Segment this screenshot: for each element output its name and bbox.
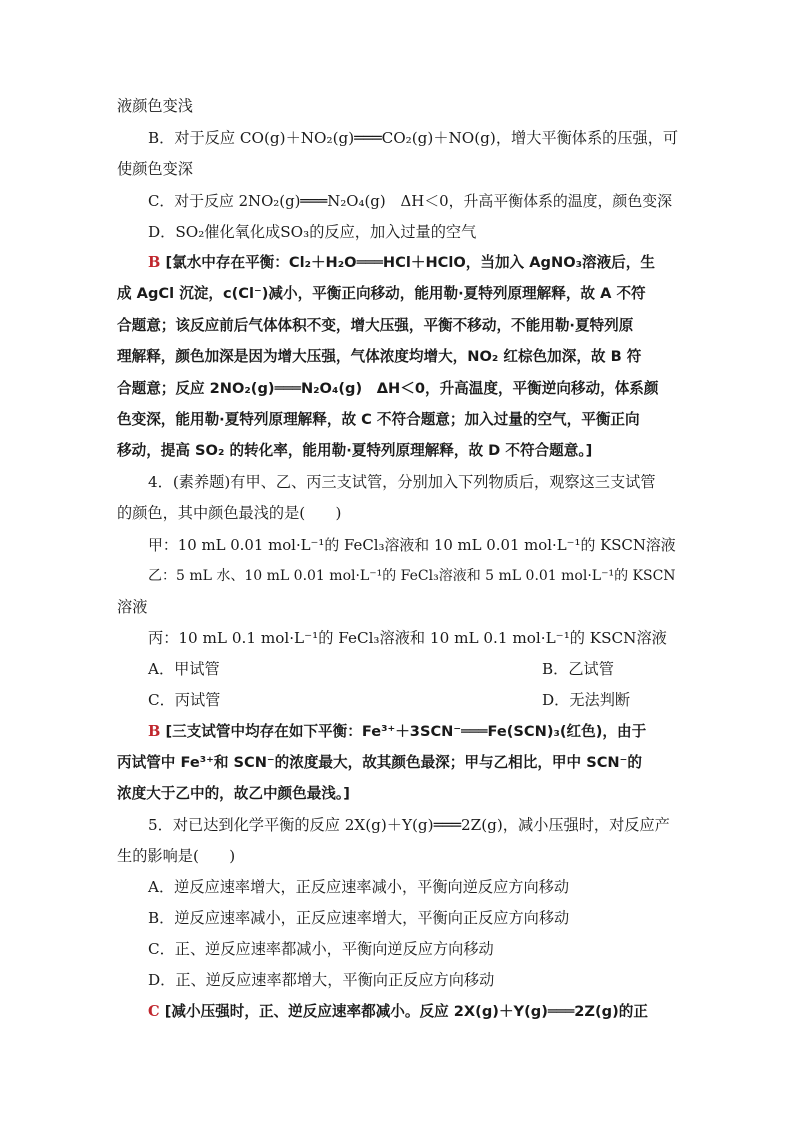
answer-letter-q3: B [148,254,161,271]
question-5-stem: 5．对已达到化学平衡的反应 2X(g)＋Y(g)═══2Z(g)，减小压强时，对反应产 [148,816,670,834]
explanation-line: 成 AgCl 沉淀，c(Cl⁻)减小，平衡正向移动，能用勒·夏特列原理解释，故 A 不符 [117,285,646,302]
text-line: 使颜色变深 [117,160,193,178]
answer-letter-q5: C [148,1003,160,1020]
question-4-stem: 的颜色，其中颜色最浅的是( ) [117,504,342,522]
option-d: D．SO₂催化氧化成SO₃的反应，加入过量的空气 [148,223,477,241]
explanation-line: 丙试管中 Fe³⁺和 SCN⁻的浓度最大，故其颜色最深；甲与乙相比，甲中 SCN⁻的 [117,754,642,771]
text-line: 液颜色变浅 [117,97,193,115]
explanation-line: 色变深，能用勒·夏特列原理解释，故 C 不符合题意；加入过量的空气，平衡正向 [117,411,640,428]
tube-yi: 溶液 [117,598,148,616]
q4-options-row-1 [148,657,678,681]
explanation-line: 理解释，颜色加深是因为增大压强，气体浓度均增大，NO₂ 红棕色加深，故 B 符 [117,348,642,365]
q4-option-a: A．甲试管 [148,660,220,678]
answer-explanation-q3 [148,251,678,275]
option-c: C．对于反应 2NO₂(g)═══N₂O₄(g) ΔH＜0，升高平衡体系的温度，颜色变深 [148,192,672,210]
q4-option-d: D．无法判断 [542,691,631,709]
question-4-stem: 4．(素养题)有甲、乙、丙三支试管，分别加入下列物质后，观察这三支试管 [148,473,656,491]
question-5-stem: 生的影响是( ) [117,847,236,865]
q5-option-a: A．逆反应速率增大，正反应速率减小，平衡向逆反应方向移动 [148,878,570,896]
answer-explanation-q5 [148,1000,678,1024]
q5-option-c: C．正、逆反应速率都减小，平衡向逆反应方向移动 [148,940,494,958]
q5-option-d: D．正、逆反应速率都增大，平衡向正反应方向移动 [148,971,495,989]
q4-option-c: C．丙试管 [148,691,221,709]
q5-option-b: B．逆反应速率减小，正反应速率增大，平衡向正反应方向移动 [148,909,570,927]
explanation-line: 合题意；该反应前后气体体积不变，增大压强，平衡不移动，不能用勒·夏特列原 [117,317,634,334]
explanation-text: [三支试管中均存在如下平衡：Fe³⁺＋3SCN⁻═══Fe(SCN)₃(红色)，由于 [165,723,647,740]
explanation-text: [减小压强时，正、逆反应速率都减小。反应 2X(g)＋Y(g)═══2Z(g)的正 [164,1003,648,1020]
q4-option-b: B．乙试管 [542,660,614,678]
tube-bing: 丙：10 mL 0.1 mol·L⁻¹的 FeCl₃溶液和 10 mL 0.1 mol·L⁻¹的 KSCN溶液 [148,629,667,647]
q4-options-row-2 [148,688,678,712]
explanation-line: 合题意；反应 2NO₂(g)═══N₂O₄(g) ΔH＜0，升高温度，平衡逆向移动，体系颜 [117,380,659,397]
explanation-line: 移动，提高 SO₂ 的转化率，能用勒·夏特列原理解释，故 D 不符合题意。] [117,442,593,459]
tube-jia: 甲：10 mL 0.01 mol·L⁻¹的 FeCl₃溶液和 10 mL 0.01 mol·L⁻¹的 KSCN溶液 [148,536,676,554]
answer-letter-q4: B [148,723,161,740]
option-b: B．对于反应 CO(g)＋NO₂(g)═══CO₂(g)＋NO(g)，增大平衡体系的压强，可 [148,129,679,147]
answer-explanation-q4 [148,720,678,744]
tube-yi: 乙：5 mL 水、10 mL 0.01 mol·L⁻¹的 FeCl₃溶液和 5 mL 0.01 mol·L⁻¹的 KSCN [148,568,676,584]
explanation-text: [氯水中存在平衡：Cl₂＋H₂O═══HCl＋HClO，当加入 AgNO₃溶液后，生 [165,254,655,271]
explanation-line: 浓度大于乙中的，故乙中颜色最浅。] [117,785,350,802]
